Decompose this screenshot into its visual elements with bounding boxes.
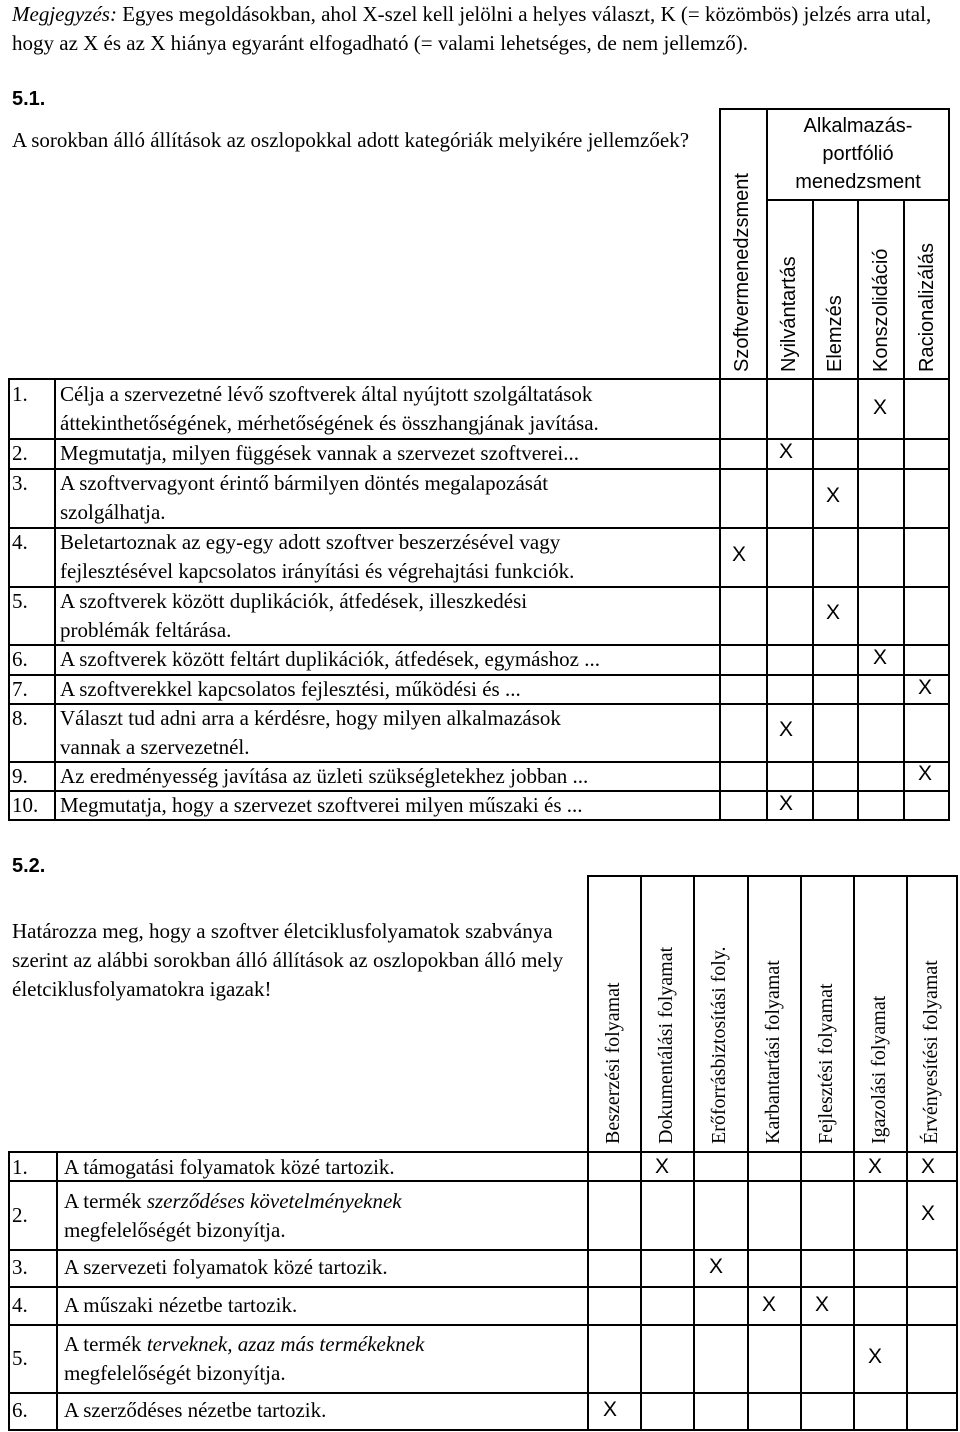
x-mark: X xyxy=(655,1155,670,1178)
row-number: 4. xyxy=(12,530,28,554)
row-text-italic: terveknek, azaz más termékeknek xyxy=(146,1332,425,1356)
column-header-beszerzesi: Beszerzési folyamat xyxy=(602,982,624,1144)
row-text: Választ tud adni arra a kérdésre, hogy milyen alkalmazások xyxy=(60,706,561,730)
row-number: 6. xyxy=(12,647,28,671)
x-mark: X xyxy=(826,484,841,507)
column-header-igazolasi: Igazolási folyamat xyxy=(868,995,890,1144)
x-mark: X xyxy=(873,396,888,419)
row-text: Megmutatja, milyen függések vannak a szervezet szoftverei... xyxy=(60,441,579,465)
row-number: 7. xyxy=(12,677,28,701)
row-text xyxy=(64,1187,402,1216)
section-5-2-question: Határozza meg, hogy a szoftver életciklusfolyamatok szabványa szerint az alábbi sorokban álló állítások az oszlopokban álló mely életciklusfolyamatokra igazak! xyxy=(12,919,564,1001)
row-text: szolgálhatja. xyxy=(60,500,166,524)
row-text: Megmutatja, hogy a szervezet szoftverei milyen műszaki és ... xyxy=(60,793,583,817)
x-mark: X xyxy=(779,718,794,741)
section-5-2-number: 5.2. xyxy=(12,855,46,877)
x-mark: X xyxy=(918,676,933,699)
row-text: Beletartoznak az egy-egy adott szoftver beszerzésével vagy xyxy=(60,530,561,554)
row-text: megfelelőségét bizonyítja. xyxy=(64,1361,286,1385)
row-text: Célja a szervezetné lévő szoftverek által nyújtott szolgáltatások xyxy=(60,382,593,406)
row-number: 9. xyxy=(12,764,28,788)
x-mark: X xyxy=(709,1255,724,1278)
row-text: fejlesztésével kapcsolatos irányítási és végrehajtási funkciók. xyxy=(60,559,575,583)
row-text: áttekinthetőségének, mérhetőségének és összhangjának javítása. xyxy=(60,411,599,435)
column-header-eroforrasbiztositasi: Erőforrásbiztosítási foly. xyxy=(708,946,730,1144)
x-mark: X xyxy=(918,762,933,785)
row-number: 4. xyxy=(12,1293,28,1317)
x-mark: X xyxy=(603,1398,618,1421)
x-mark: X xyxy=(779,440,794,463)
row-text: Az eredményesség javítása az üzleti szükségletekhez jobban ... xyxy=(60,764,589,788)
row-text: problémák feltárása. xyxy=(60,618,232,642)
x-mark: X xyxy=(762,1293,777,1316)
x-mark: X xyxy=(921,1155,936,1178)
row-text: A szoftverekkel kapcsolatos fejlesztési, működési és ... xyxy=(60,677,521,701)
row-number: 3. xyxy=(12,1255,28,1279)
row-text: A szerződéses nézetbe tartozik. xyxy=(64,1398,327,1422)
row-text: vannak a szervezetnél. xyxy=(60,735,250,759)
row-number: 8. xyxy=(12,706,28,730)
column-header-fejlesztesi: Fejlesztési folyamat xyxy=(815,983,837,1144)
column-header-konszolidacio: Konszolidáció xyxy=(870,248,892,372)
column-header-ervenyesitesi: Érvényesítési folyamat xyxy=(920,960,942,1144)
group-header-portfolio xyxy=(768,112,948,196)
column-header-dokumentalasi: Dokumentálási folyamat xyxy=(655,946,677,1144)
row-number: 2. xyxy=(12,441,28,465)
row-text: A támogatási folyamatok közé tartozik. xyxy=(64,1155,395,1179)
section-5-1-number: 5.1. xyxy=(12,88,46,110)
row-text: A szoftvervagyont érintő bármilyen döntés megalapozását xyxy=(60,471,549,495)
row-text: A szervezeti folyamatok közé tartozik. xyxy=(64,1255,388,1279)
row-text-part: A termék xyxy=(64,1189,147,1213)
row-number: 10. xyxy=(12,793,39,817)
note-paragraph xyxy=(12,0,952,58)
x-mark: X xyxy=(868,1345,883,1368)
column-header-nyilvantartas: Nyilvántartás xyxy=(778,256,800,372)
group-header-line: Alkalmazás- xyxy=(803,115,913,137)
x-mark: X xyxy=(779,792,794,815)
x-mark: X xyxy=(732,543,747,566)
group-header-line: menedzsment xyxy=(795,171,921,193)
row-number: 1. xyxy=(12,1155,28,1179)
x-mark: X xyxy=(868,1155,883,1178)
note-text: Egyes megoldásokban, ahol X-szel kell jelölni a helyes választ, K (= közömbös) jelzés arra utal, hogy az X és az X hiánya egyaránt elfogadható (= valami lehetséges, de nem jellemző). xyxy=(12,2,932,55)
column-header-szoftvermenedzsment: Szoftvermenedzsment xyxy=(731,173,753,372)
row-text: megfelelőségét bizonyítja. xyxy=(64,1218,286,1242)
x-mark: X xyxy=(873,646,888,669)
x-mark: X xyxy=(815,1293,830,1316)
row-text-italic: szerződéses követelményeknek xyxy=(146,1189,402,1213)
x-mark: X xyxy=(826,601,841,624)
group-header-line: portfólió xyxy=(822,143,894,165)
row-number: 2. xyxy=(12,1203,28,1227)
row-text: A szoftverek között duplikációk, átfedések, illeszkedési xyxy=(60,589,528,613)
row-number: 3. xyxy=(12,471,28,495)
row-number: 5. xyxy=(12,589,28,613)
column-header-racionalizalas: Racionalizálás xyxy=(916,243,938,372)
row-text: A szoftverek között feltárt duplikációk, átfedések, egymáshoz ... xyxy=(60,647,600,671)
column-header-karbantartasi: Karbantartási folyamat xyxy=(762,960,784,1144)
column-header-elemzes: Elemzés xyxy=(824,295,846,372)
row-number: 5. xyxy=(12,1346,28,1370)
row-number: 6. xyxy=(12,1398,28,1422)
row-text xyxy=(64,1330,424,1359)
row-text-part: A termék xyxy=(64,1332,147,1356)
row-number: 1. xyxy=(12,382,28,406)
x-mark: X xyxy=(921,1202,936,1225)
section-5-1-question: A sorokban álló állítások az oszlopokkal adott kategóriák melyikére jellemzőek? xyxy=(12,128,690,152)
row-text: A műszaki nézetbe tartozik. xyxy=(64,1293,298,1317)
note-label: Megjegyzés: xyxy=(12,2,117,26)
